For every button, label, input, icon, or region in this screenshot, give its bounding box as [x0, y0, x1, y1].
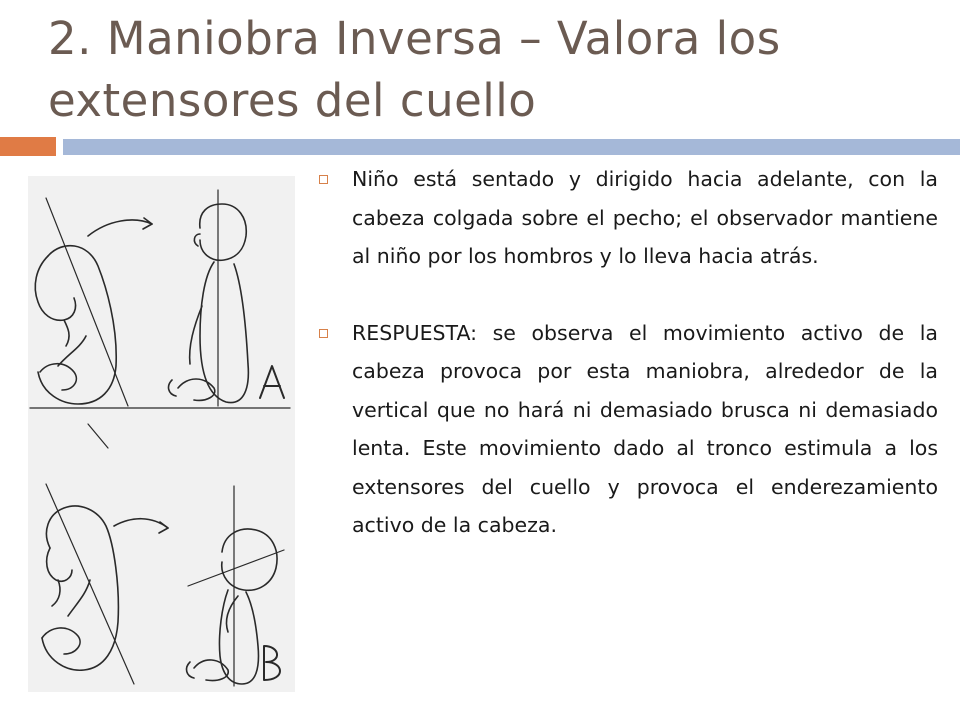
infant-drawing [28, 176, 295, 692]
hollow-square-bullet-icon [319, 329, 328, 338]
bullet-item-response [318, 314, 938, 545]
bullet-text: RESPUESTA: se observa el movimiento activo de la cabeza provoca por esta maniobra, alrededor de la vertical que no hará ni demasiado brusca ni demasiado lenta. Este movimiento dado al tronco estimula a los extensores del cuello y provoca el enderezamiento activo de la cabeza. [352, 320, 938, 537]
bullet-item-procedure [318, 160, 938, 276]
accent-bar-blue [63, 139, 960, 155]
hollow-square-bullet-icon [319, 175, 328, 184]
maneuver-illustration [28, 176, 295, 692]
bullet-list [318, 160, 938, 545]
slide-title: 2. Maniobra Inversa – Valora los extensores del cuello [48, 12, 781, 127]
bullet-text: Niño está sentado y dirigido hacia adelante, con la cabeza colgada sobre el pecho; el observador mantiene al niño por los hombros y lo lleva hacia atrás. [352, 167, 938, 268]
accent-bar-orange [0, 137, 56, 156]
